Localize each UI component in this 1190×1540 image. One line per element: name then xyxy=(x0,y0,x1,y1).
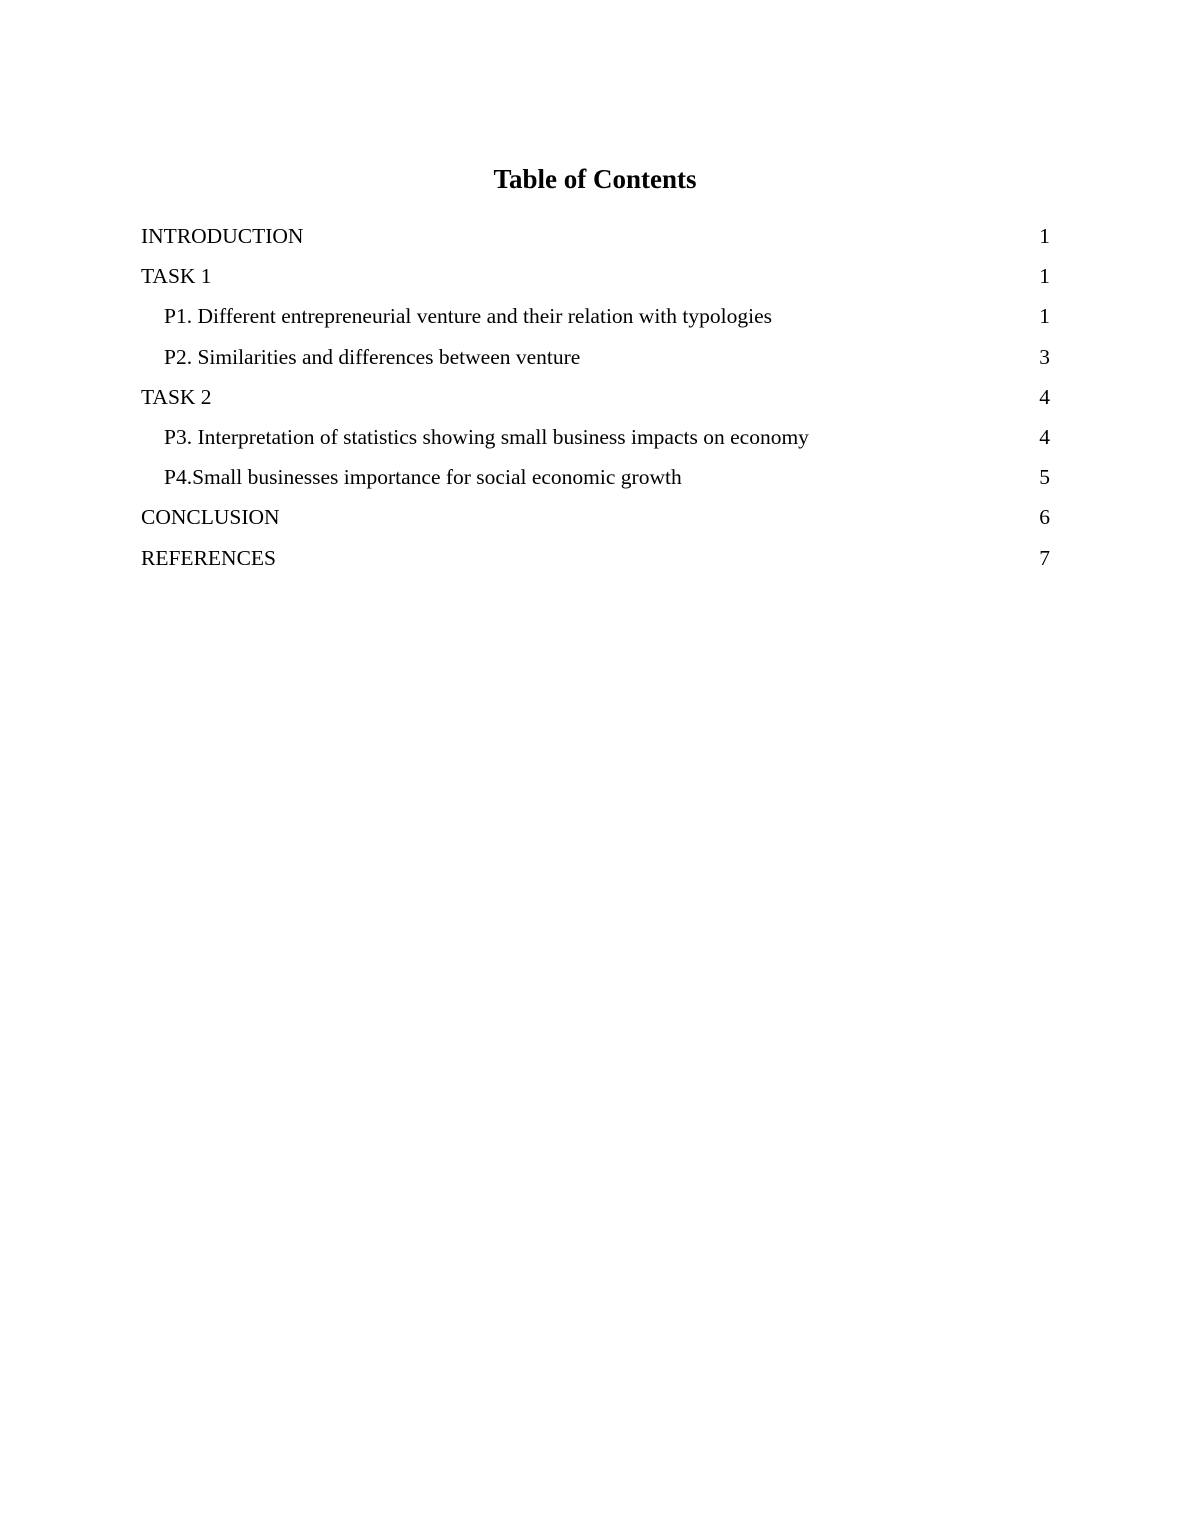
toc-entry-label: TASK 1 xyxy=(141,264,212,289)
toc-entry-page-number: 1 xyxy=(1039,304,1050,329)
toc-entry-label: P2. Similarities and differences between venture xyxy=(164,344,581,369)
toc-entry-p3[interactable] xyxy=(141,421,1050,461)
toc-entry-page-number: 4 xyxy=(1039,424,1050,449)
toc-entry-label: P1. Different entrepreneurial venture and their relation with typologies xyxy=(164,304,772,329)
toc-entry-label: REFERENCES xyxy=(141,545,276,570)
table-of-contents xyxy=(141,220,1050,582)
toc-entry-p1[interactable] xyxy=(141,300,1050,340)
toc-entry-p2[interactable] xyxy=(141,341,1050,381)
toc-entry-label: TASK 2 xyxy=(141,384,212,409)
toc-entry-label: INTRODUCTION xyxy=(141,224,304,248)
toc-entry-task-1[interactable] xyxy=(141,260,1050,300)
toc-entry-conclusion[interactable] xyxy=(141,501,1050,541)
toc-entry-label: P3. Interpretation of statistics showing small business impacts on economy xyxy=(164,424,809,449)
toc-entry-page-number: 4 xyxy=(1039,384,1050,409)
toc-entry-p4[interactable] xyxy=(141,461,1050,501)
toc-title: Table of Contents xyxy=(493,164,697,194)
toc-entry-label: CONCLUSION xyxy=(141,505,280,530)
toc-entry-references[interactable] xyxy=(141,542,1050,582)
toc-entry-page-number: 5 xyxy=(1039,465,1050,490)
toc-entry-label: P4.Small businesses importance for social economic growth xyxy=(164,465,682,490)
toc-entry-page-number: 6 xyxy=(1039,505,1050,530)
toc-entry-page-number: 3 xyxy=(1039,344,1050,369)
toc-entry-page-number: 1 xyxy=(1039,224,1050,248)
toc-entry-task-2[interactable] xyxy=(141,381,1050,421)
toc-entry-page-number: 1 xyxy=(1039,264,1050,289)
toc-entry-introduction[interactable] xyxy=(141,220,1050,260)
toc-entry-page-number: 7 xyxy=(1039,545,1050,570)
